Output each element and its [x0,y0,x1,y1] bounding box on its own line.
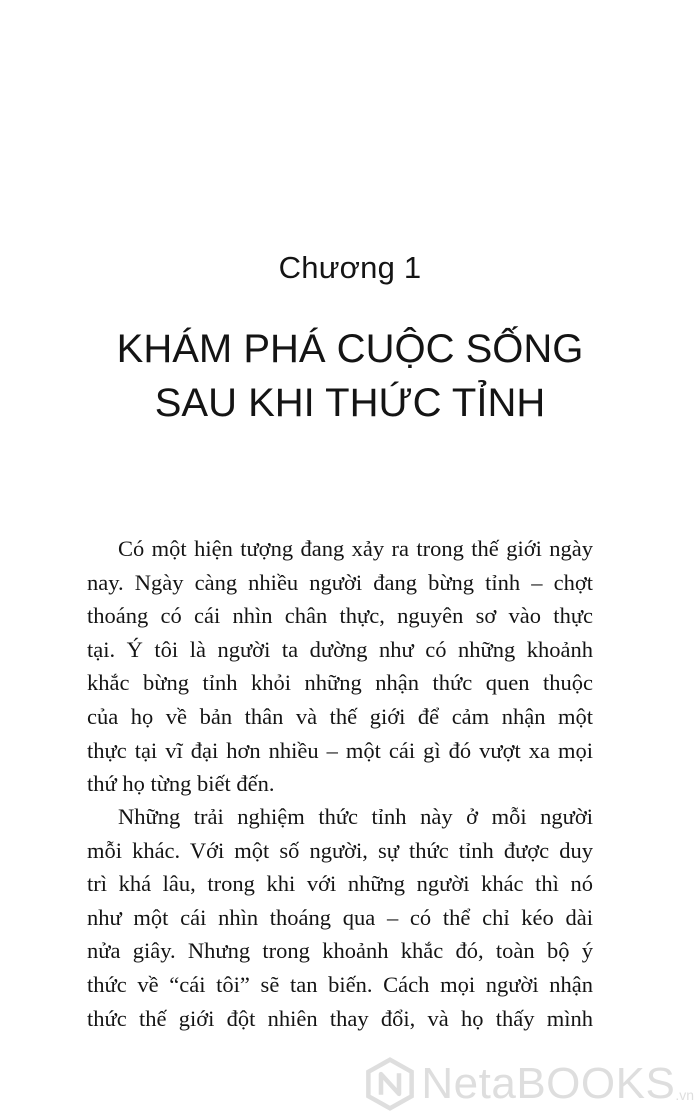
paragraph-line: trì khá lâu, trong khi với những người khác thì nó [87,871,593,897]
netabooks-watermark [363,1057,694,1111]
paragraph-line: nửa giây. Nhưng trong khoảnh khắc đó, toàn bộ ý [87,938,593,964]
paragraph-line: thức thế giới đột nhiên thay đổi, và họ thấy mình [87,1005,593,1031]
paragraph-line: như một cái nhìn thoáng qua – có thể chỉ kéo dài [87,904,593,930]
netabooks-logo-icon [363,1057,417,1111]
paragraph-line: thoáng có cái nhìn chân thực, nguyên sơ vào thực [87,603,593,629]
paragraph-line: của họ về bản thân và thế giới để cảm nhận một [87,703,593,729]
chapter-title [0,322,700,430]
paragraph-line: thứ họ từng biết đến. [87,771,275,797]
paragraph-line: thực tại vĩ đại hơn nhiều – một cái gì đó vượt xa mọi [87,737,593,763]
paragraph-line: khắc bừng tỉnh khỏi những nhận thức quen thuộc [87,670,593,696]
chapter-title-line-2: SAU KHI THỨC TỈNH [154,381,546,425]
paragraph-line: tại. Ý tôi là người ta dường như có những khoảnh [87,636,593,662]
paragraph-line: Những trải nghiệm thức tỉnh này ở mỗi người [118,804,593,829]
paragraph-line: Có một hiện tượng đang xảy ra trong thế giới ngày [118,536,593,561]
paragraph-line: mỗi khác. Với một số người, sự thức tỉnh được duy [87,837,593,863]
watermark-suffix: .vn [675,1087,694,1103]
paragraph-line: thức về “cái tôi” sẽ tan biến. Cách mọi người nhận [87,971,593,997]
chapter-title-line-1: KHÁM PHÁ CUỘC SỐNG [116,327,584,371]
chapter-label: Chương 1 [278,250,422,285]
paragraph-line: nay. Ngày càng nhiều người đang bừng tỉnh – chợt [87,569,593,595]
paragraph-1 [87,532,593,801]
paragraph-2 [87,800,593,1035]
watermark-text: NetaBOOKS [421,1059,676,1108]
